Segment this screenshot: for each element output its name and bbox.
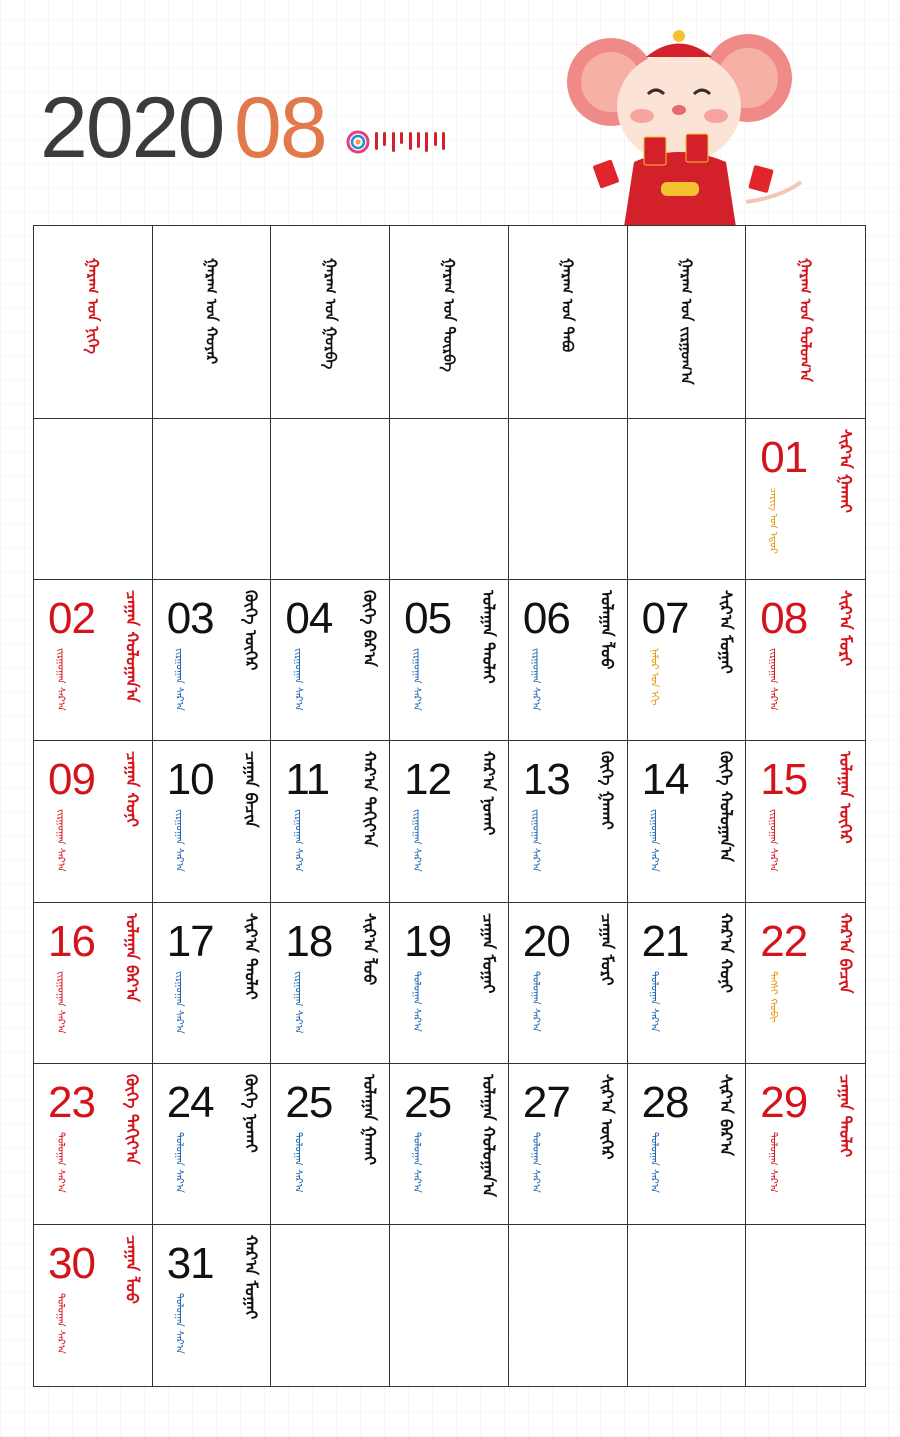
day-cell[interactable]: [746, 1064, 865, 1225]
day-sub-label: ᠵᠢᠷᠭᠤᠭᠠᠨ ᠰᠠᠷ᠎ᠠ: [767, 648, 779, 711]
empty-cell: [746, 1225, 865, 1386]
day-cell[interactable]: [628, 580, 747, 741]
weekday-label: ᠭᠠᠷᠠᠭ ᠤᠨ ᠭᠤᠷᠪᠠ: [321, 258, 340, 370]
day-cell[interactable]: [746, 741, 865, 902]
day-number: 22: [760, 916, 808, 966]
weekday-header: [509, 226, 628, 419]
day-sub-label: ᠵᠢᠷᠭᠤᠭᠠᠨ ᠰᠠᠷ᠎ᠠ: [292, 970, 304, 1034]
day-cell[interactable]: [746, 419, 865, 580]
weekday-label: ᠭᠠᠷᠠᠭ ᠤᠨ ᠬᠣᠶᠠᠷ: [202, 258, 221, 365]
day-number: 28: [641, 1077, 689, 1127]
day-number: 04: [285, 594, 333, 644]
day-name-label: ᠴᠠᠭᠠᠨ ᠬᠣᠨᠢ: [122, 751, 142, 828]
day-cell[interactable]: [390, 903, 509, 1064]
day-number: 25: [404, 1077, 452, 1127]
day-name-label: ᠤᠯᠠᠭᠠᠨ ᠦᠬᠡᠷ: [836, 751, 855, 844]
day-number: 31: [166, 1238, 214, 1288]
day-number: 09: [48, 755, 95, 805]
empty-cell: [509, 419, 628, 580]
empty-cell: [509, 1225, 628, 1386]
day-name-label: ᠰᠢᠷ᠎ᠠ ᠭᠠᠬᠠᠢ: [836, 429, 855, 513]
day-number: 16: [48, 916, 95, 966]
day-name-label: ᠴᠠᠭᠠᠨ ᠮᠣᠷᠢ: [597, 912, 617, 985]
day-sub-label: ᠳᠣᠯᠣᠭᠠᠨ ᠰᠠᠷ᠎ᠠ: [648, 970, 660, 1032]
day-cell[interactable]: [628, 903, 747, 1064]
weekday-label: ᠭᠠᠷᠠᠭ ᠤᠨ ᠳᠣᠯᠣᠭ᠎ᠠ: [796, 258, 815, 382]
day-number: 10: [166, 755, 214, 805]
calendar-grid: [33, 225, 866, 1387]
day-sub-label: ᠵᠢᠷᠭᠤᠭᠠᠨ ᠰᠠᠷ᠎ᠠ: [648, 809, 660, 873]
empty-cell: [271, 419, 390, 580]
weekday-header: [746, 226, 865, 419]
day-number: 12: [404, 755, 452, 805]
day-cell[interactable]: [509, 580, 628, 741]
day-sub-label: ᠵᠢᠷᠭᠤᠭᠠᠨ ᠰᠠᠷ᠎ᠠ: [292, 809, 304, 873]
weekday-header: [271, 226, 390, 419]
day-number: 17: [166, 916, 214, 966]
day-sub-label: ᠵᠢᠷᠭᠤᠭᠠᠨ ᠰᠠᠷ᠎ᠠ: [173, 648, 185, 711]
empty-cell: [628, 1225, 747, 1386]
weekday-header: [153, 226, 272, 419]
day-name-label: ᠤᠯᠠᠭᠠᠨ ᠭᠠᠬᠠᠢ: [360, 1073, 380, 1165]
day-sub-label: ᠵᠢᠷᠭᠤᠭᠠᠨ ᠰᠠᠷ᠎ᠠ: [529, 809, 541, 873]
day-number: 20: [522, 916, 570, 966]
day-sub-label: ᠳᠣᠯᠣᠭᠠᠨ ᠰᠠᠷ᠎ᠠ: [529, 1131, 541, 1193]
day-sub-label: ᠲᠡᠭᠰᠢ ᠬᠤᠪᠢ: [767, 970, 779, 1023]
weekday-label: ᠭᠠᠷᠠᠭ ᠤᠨ ᠲᠠᠪᠤ: [558, 258, 577, 353]
day-cell[interactable]: [34, 1225, 153, 1386]
day-number: 29: [760, 1077, 808, 1127]
logo-script-mark: [375, 132, 445, 154]
day-cell[interactable]: [746, 580, 865, 741]
weekday-header: [34, 226, 153, 419]
day-sub-label: ᠵᠢᠷᠭᠤᠭᠠᠨ ᠰᠠᠷ᠎ᠠ: [55, 648, 66, 711]
day-cell[interactable]: [628, 1064, 747, 1225]
day-cell[interactable]: [390, 1064, 509, 1225]
day-cell[interactable]: [153, 903, 272, 1064]
day-sub-label: ᠳᠣᠯᠣᠭᠠᠨ ᠰᠠᠷ᠎ᠠ: [411, 970, 423, 1032]
day-name-label: ᠴᠠᠭᠠᠨ ᠲᠠᠤᠯᠠᠢ: [836, 1073, 855, 1157]
day-name-label: ᠬᠦᠬᠡ ᠨᠣᠬᠠᠢ: [241, 1073, 261, 1153]
day-name-label: ᠰᠢᠷ᠎ᠠ ᠦᠬᠡᠷ: [597, 1073, 617, 1160]
day-name-label: ᠤᠯᠠᠭᠠᠨ ᠬᠤᠯᠤᠭᠠᠨ᠎ᠠ: [478, 1073, 498, 1197]
day-sub-label: ᠵᠢᠷᠭᠤᠭᠠᠨ ᠰᠠᠷ᠎ᠠ: [292, 648, 304, 711]
day-number: 19: [404, 916, 452, 966]
day-name-label: ᠤᠯᠠᠭᠠᠨ ᠯᠤᠤ: [597, 590, 617, 670]
empty-cell: [390, 419, 509, 580]
day-number: 21: [641, 916, 689, 966]
day-cell[interactable]: [34, 1064, 153, 1225]
day-number: 18: [285, 916, 333, 966]
day-sub-label: ᠴᠡᠷᠢᠭ ᠤᠨ ᠡᠳᠦᠷ: [767, 487, 779, 554]
day-name-label: ᠰᠢᠷ᠎ᠠ ᠯᠤᠤ: [360, 912, 380, 985]
day-cell[interactable]: [153, 741, 272, 902]
day-cell[interactable]: [271, 1064, 390, 1225]
weekday-label: ᠭᠠᠷᠠᠭ ᠤᠨ ᠨᠢᠭᠡ: [83, 258, 102, 354]
swirl-logo-icon: [346, 130, 370, 154]
day-cell[interactable]: [271, 741, 390, 902]
day-cell[interactable]: [153, 1225, 272, 1386]
day-number: 07: [641, 594, 689, 644]
day-number: 13: [522, 755, 570, 805]
day-sub-label: ᠨᠠᠮᠤᠷ ᠤᠨ ᠡᠬᠢ: [648, 648, 660, 706]
day-sub-label: ᠳᠣᠯᠣᠭᠠᠨ ᠰᠠᠷ᠎ᠠ: [292, 1131, 304, 1193]
day-name-label: ᠬᠦᠬᠡ ᠭᠠᠬᠠᠢ: [597, 751, 617, 831]
empty-cell: [271, 1225, 390, 1386]
day-name-label: ᠬᠠᠷ᠎ᠠ ᠲᠠᠬᠢᠶ᠎ᠠ: [360, 751, 380, 848]
day-sub-label: ᠵᠢᠷᠭᠤᠭᠠᠨ ᠰᠠᠷ᠎ᠠ: [411, 648, 423, 711]
day-sub-label: ᠵᠢᠷᠭᠤᠭᠠᠨ ᠰᠠᠷ᠎ᠠ: [767, 809, 779, 873]
empty-cell: [34, 419, 153, 580]
day-name-label: ᠤᠯᠠᠭᠠᠨ ᠲᠠᠤᠯᠠᠢ: [478, 590, 498, 684]
day-number: 24: [166, 1077, 214, 1127]
month-label: 08: [234, 80, 326, 176]
day-sub-label: ᠵᠢᠷᠭᠤᠭᠠᠨ ᠰᠠᠷ᠎ᠠ: [55, 809, 66, 873]
day-number: 08: [760, 594, 808, 644]
day-sub-label: ᠵᠢᠷᠭᠤᠭᠠᠨ ᠰᠠᠷ᠎ᠠ: [173, 809, 185, 873]
day-sub-label: ᠳᠣᠯᠣᠭᠠᠨ ᠰᠠᠷ᠎ᠠ: [767, 1131, 779, 1193]
day-number: 25: [285, 1077, 333, 1127]
day-cell[interactable]: [390, 580, 509, 741]
day-sub-label: ᠳᠣᠯᠣᠭᠠᠨ ᠰᠠᠷ᠎ᠠ: [55, 1131, 66, 1193]
day-number: 14: [641, 755, 689, 805]
day-name-label: ᠬᠠᠷ᠎ᠠ ᠬᠣᠨᠢ: [716, 912, 736, 993]
day-name-label: ᠰᠢᠷ᠎ᠠ ᠲᠠᠤᠯᠠᠢ: [241, 912, 261, 1000]
day-name-label: ᠴᠠᠭᠠᠨ ᠪᠡᠴᠢᠨ: [241, 751, 261, 828]
day-cell[interactable]: [509, 741, 628, 902]
day-name-label: ᠴᠠᠭᠠᠨ ᠬᠤᠯᠤᠭᠠᠨ᠎ᠠ: [122, 590, 142, 703]
day-sub-label: ᠳᠣᠯᠣᠭᠠᠨ ᠰᠠᠷ᠎ᠠ: [529, 970, 541, 1032]
day-number: 30: [48, 1238, 95, 1288]
day-sub-label: ᠳᠣᠯᠣᠭᠠᠨ ᠰᠠᠷ᠎ᠠ: [411, 1131, 423, 1193]
empty-cell: [628, 419, 747, 580]
day-number: 02: [48, 594, 95, 644]
day-name-label: ᠬᠦᠬᠡ ᠦᠬᠡᠷ: [241, 590, 261, 671]
day-cell[interactable]: [509, 903, 628, 1064]
day-name-label: ᠤᠯᠠᠭᠠᠨ ᠪᠠᠷ᠎ᠠ: [122, 912, 142, 1002]
day-sub-label: ᠳᠣᠯᠣᠭᠠᠨ ᠰᠠᠷ᠎ᠠ: [173, 1131, 185, 1193]
day-name-label: ᠰᠢᠷ᠎ᠠ ᠪᠠᠷ᠎ᠠ: [716, 1073, 736, 1156]
day-name-label: ᠬᠦᠬᠡ ᠬᠤᠯᠤᠭᠠᠨ᠎ᠠ: [716, 751, 736, 863]
day-number: 01: [760, 433, 808, 482]
day-number: 11: [285, 755, 330, 805]
day-cell[interactable]: [153, 1064, 272, 1225]
day-cell[interactable]: [746, 903, 865, 1064]
day-cell[interactable]: [34, 580, 153, 741]
day-cell[interactable]: [509, 1064, 628, 1225]
day-number: 27: [522, 1077, 570, 1127]
day-name-label: ᠴᠠᠭᠠᠨ ᠮᠣᠭᠠᠢ: [478, 912, 498, 993]
day-cell[interactable]: [271, 580, 390, 741]
weekday-header: [390, 226, 509, 419]
day-number: 23: [48, 1077, 95, 1127]
weekday-label: ᠭᠠᠷᠠᠭ ᠤᠨ ᠳᠥᠷᠪᠡ: [439, 258, 458, 372]
day-number: 05: [404, 594, 452, 644]
day-sub-label: ᠵᠢᠷᠭᠤᠭᠠᠨ ᠰᠠᠷ᠎ᠠ: [55, 970, 66, 1034]
empty-cell: [153, 419, 272, 580]
day-cell[interactable]: [153, 580, 272, 741]
day-number: 15: [760, 755, 808, 805]
day-cell[interactable]: [390, 741, 509, 902]
day-name-label: ᠬᠠᠷ᠎ᠠ ᠨᠣᠬᠠᠢ: [478, 751, 498, 836]
day-sub-label: ᠳᠣᠯᠣᠭᠠᠨ ᠰᠠᠷ᠎ᠠ: [648, 1131, 660, 1193]
day-cell[interactable]: [271, 903, 390, 1064]
day-cell[interactable]: [628, 741, 747, 902]
day-cell[interactable]: [34, 903, 153, 1064]
empty-cell: [390, 1225, 509, 1386]
day-name-label: ᠴᠠᠭᠠᠨ ᠯᠤᠤ: [122, 1234, 142, 1304]
day-name-label: ᠬᠠᠷ᠎ᠠ ᠪᠡᠴᠢᠨ: [836, 912, 855, 993]
weekday-label: ᠭᠠᠷᠠᠭ ᠤᠨ ᠵᠢᠷᠭᠤᠭ᠎ᠠ: [677, 258, 696, 385]
day-sub-label: ᠳᠣᠯᠣᠭᠠᠨ ᠰᠠᠷ᠎ᠠ: [55, 1292, 66, 1354]
day-sub-label: ᠵᠢᠷᠭᠤᠭᠠᠨ ᠰᠠᠷ᠎ᠠ: [529, 648, 541, 711]
day-name-label: ᠬᠠᠷ᠎ᠠ ᠮᠣᠭᠠᠢ: [241, 1234, 261, 1320]
day-cell[interactable]: [34, 741, 153, 902]
day-name-label: ᠰᠢᠷ᠎ᠠ ᠮᠣᠷᠢ: [836, 590, 855, 667]
day-sub-label: ᠳᠣᠯᠣᠭᠠᠨ ᠰᠠᠷ᠎ᠠ: [173, 1292, 185, 1354]
day-name-label: ᠰᠢᠷ᠎ᠠ ᠮᠣᠭᠠᠢ: [716, 590, 736, 674]
day-number: 03: [166, 594, 214, 644]
day-sub-label: ᠵᠢᠷᠭᠤᠭᠠᠨ ᠰᠠᠷ᠎ᠠ: [411, 809, 423, 873]
day-name-label: ᠬᠦᠬᠡ ᠪᠠᠷ᠎ᠠ: [360, 590, 380, 667]
weekday-header: [628, 226, 747, 419]
day-name-label: ᠬᠦᠬᠡ ᠲᠠᠬᠢᠶ᠎ᠠ: [122, 1073, 142, 1165]
day-sub-label: ᠵᠢᠷᠭᠤᠭᠠᠨ ᠰᠠᠷ᠎ᠠ: [173, 970, 185, 1034]
year-label: 2020: [40, 80, 224, 176]
day-number: 06: [522, 594, 570, 644]
